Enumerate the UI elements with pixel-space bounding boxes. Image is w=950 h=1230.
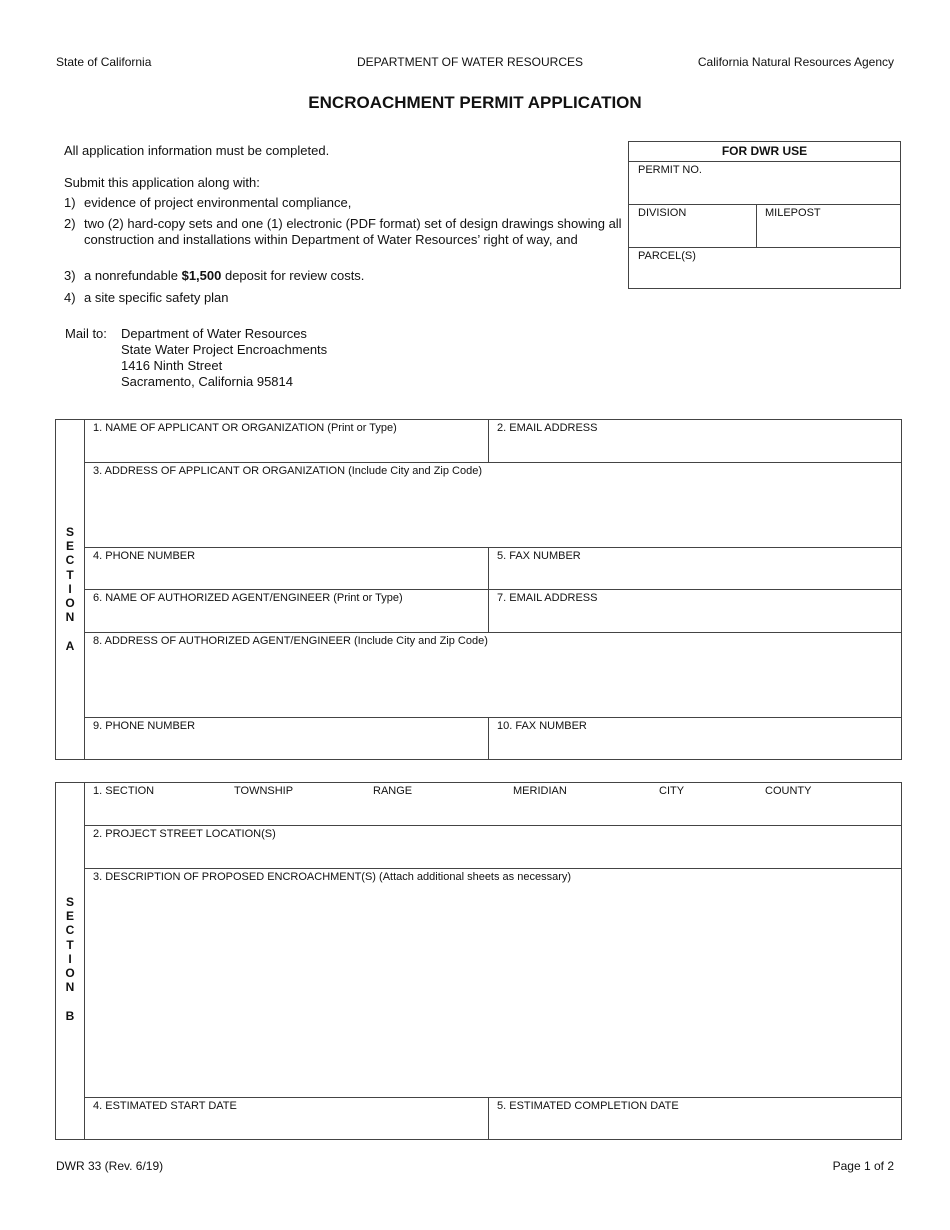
dwr-use-title: FOR DWR USE [721,144,808,158]
mail-line: 1416 Ninth Street [121,358,223,373]
deposit-amount: $1,500 [181,268,222,283]
header-agency: California Natural Resources Agency [697,55,894,69]
applicant-address-field[interactable]: 3. ADDRESS OF APPLICANT OR ORGANIZATION (Include City and Zip Code) [93,465,482,477]
list-item-text: two (2) hard-copy sets and one (1) electronic (PDF format) set of design drawings showing all construction and installations within Department of Water Resources’ right of way, and [84,216,622,247]
applicant-email-field[interactable]: 2. EMAIL ADDRESS [497,422,598,434]
permit-no-field[interactable]: PERMIT NO. [638,164,702,176]
header-state: State of California [56,55,152,69]
page-title: ENCROACHMENT PERMIT APPLICATION [308,93,642,112]
completion-date-field[interactable]: 5. ESTIMATED COMPLETION DATE [497,1100,679,1112]
start-date-field[interactable]: 4. ESTIMATED START DATE [93,1100,237,1112]
list-item-number: 2) [64,216,76,231]
page-number: Page 1 of 2 [832,1159,894,1173]
section-label: 1. SECTION [93,785,155,797]
agent-name-field[interactable]: 6. NAME OF AUTHORIZED AGENT/ENGINEER (Print or Type) [93,592,403,604]
deposit-post: deposit for review costs. [221,268,365,283]
county-label: COUNTY [765,785,812,797]
agent-phone-field[interactable]: 9. PHONE NUMBER [93,720,196,732]
agent-address-field[interactable]: 8. ADDRESS OF AUTHORIZED AGENT/ENGINEER (Include City and Zip Code) [93,635,488,647]
list-item-text [84,268,624,284]
location-field[interactable] [85,783,901,825]
list-item [64,195,624,211]
mail-line: State Water Project Encroachments [121,342,328,357]
section-b-label: S E C T I O N B [65,895,75,1023]
list-item-number: 1) [64,195,76,210]
list-item [64,268,624,284]
header-department: DEPARTMENT OF WATER RESOURCES [357,55,584,69]
mail-to-label: Mail to: [65,326,107,341]
applicant-phone-field[interactable]: 4. PHONE NUMBER [93,550,196,562]
intro-required-note: All application information must be completed. [64,143,330,158]
deposit-pre: a nonrefundable [84,268,182,283]
list-item-number: 4) [64,290,76,305]
encroachment-description-field[interactable]: 3. DESCRIPTION OF PROPOSED ENCROACHMENT(S) (Attach additional sheets as necessary) [93,871,572,883]
division-field[interactable]: DIVISION [638,207,687,219]
township-label: TOWNSHIP [234,785,294,797]
intro-submit-note: Submit this application along with: [64,175,260,190]
street-location-field[interactable]: 2. PROJECT STREET LOCATION(S) [93,828,276,840]
meridian-label: MERIDIAN [513,785,567,797]
list-item-number: 3) [64,268,76,283]
list-item-text: evidence of project environmental compliance, [84,195,352,210]
list-item-text: a site specific safety plan [84,290,229,305]
city-label: CITY [659,785,685,797]
applicant-name-field[interactable]: 1. NAME OF APPLICANT OR ORGANIZATION (Print or Type) [93,422,397,434]
mail-line: Department of Water Resources [121,326,307,341]
parcels-field[interactable]: PARCEL(S) [638,250,696,262]
form-id: DWR 33 (Rev. 6/19) [56,1159,164,1173]
dwr-use-box [628,141,901,289]
list-item [64,216,624,248]
mail-address [121,326,327,390]
list-item [64,290,624,306]
agent-fax-field[interactable]: 10. FAX NUMBER [497,720,587,732]
section-a [55,419,902,760]
agent-email-field[interactable]: 7. EMAIL ADDRESS [497,592,598,604]
section-b [55,782,902,1140]
applicant-fax-field[interactable]: 5. FAX NUMBER [497,550,581,562]
range-label: RANGE [373,785,413,797]
mail-line: Sacramento, California 95814 [121,374,293,389]
section-a-label: S E C T I O N A [65,525,75,653]
milepost-field[interactable]: MILEPOST [765,207,821,219]
